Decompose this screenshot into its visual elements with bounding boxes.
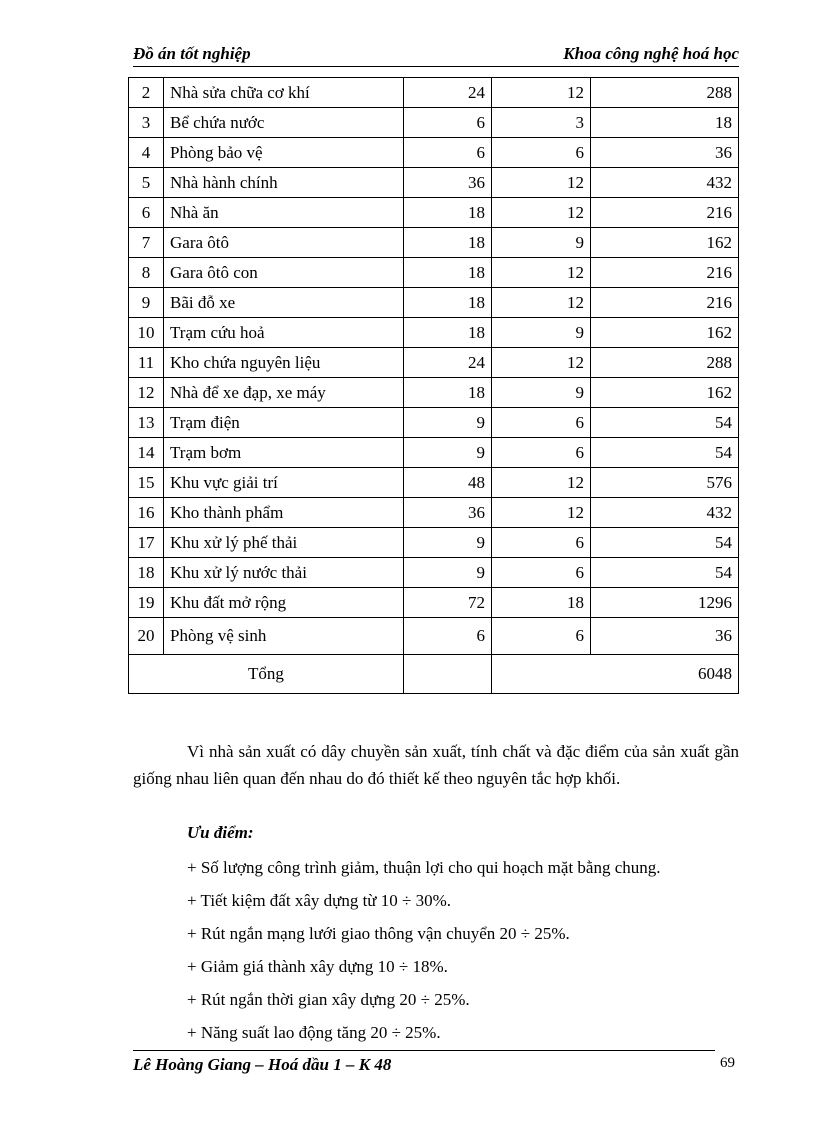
row-number-cell: 12	[129, 378, 164, 408]
row-number-cell: 17	[129, 528, 164, 558]
area-cell: 432	[591, 498, 739, 528]
length-cell: 36	[404, 498, 492, 528]
row-number-cell: 5	[129, 168, 164, 198]
row-number-cell: 13	[129, 408, 164, 438]
table-row	[129, 198, 739, 228]
width-cell: 12	[492, 168, 591, 198]
advantage-item: + Giảm giá thành xây dựng 10 ÷ 18%.	[187, 957, 448, 976]
row-number-cell: 2	[129, 78, 164, 108]
row-number-cell: 4	[129, 138, 164, 168]
area-cell: 54	[591, 438, 739, 468]
table-row	[129, 228, 739, 258]
row-number-cell: 7	[129, 228, 164, 258]
advantages-title: Ưu điểm:	[187, 823, 254, 842]
footer-author: Lê Hoàng Giang – Hoá dầu 1 – K 48	[133, 1055, 392, 1074]
table-row	[129, 318, 739, 348]
area-cell: 216	[591, 198, 739, 228]
width-cell: 18	[492, 588, 591, 618]
width-cell: 12	[492, 498, 591, 528]
length-cell: 18	[404, 288, 492, 318]
area-cell: 54	[591, 408, 739, 438]
building-name-cell: Khu đất mở rộng	[164, 588, 404, 618]
table-row	[129, 138, 739, 168]
width-cell: 9	[492, 378, 591, 408]
building-area-table	[128, 77, 739, 694]
row-number-cell: 18	[129, 558, 164, 588]
advantage-item: + Rút ngắn thời gian xây dựng 20 ÷ 25%.	[187, 990, 470, 1009]
length-cell: 18	[404, 258, 492, 288]
table-row	[129, 588, 739, 618]
area-cell: 18	[591, 108, 739, 138]
advantage-item: + Tiết kiệm đất xây dựng từ 10 ÷ 30%.	[187, 891, 452, 910]
length-cell: 18	[404, 318, 492, 348]
area-cell: 36	[591, 138, 739, 168]
area-cell: 54	[591, 528, 739, 558]
length-cell: 24	[404, 78, 492, 108]
building-name-cell: Khu vực giải trí	[164, 468, 404, 498]
building-name-cell: Phòng bảo vệ	[164, 138, 404, 168]
length-cell: 18	[404, 198, 492, 228]
building-name-cell: Kho chứa nguyên liệu	[164, 348, 404, 378]
table-row	[129, 618, 739, 655]
table-total-row	[129, 655, 739, 694]
length-cell: 9	[404, 558, 492, 588]
width-cell: 12	[492, 198, 591, 228]
length-cell: 18	[404, 228, 492, 258]
header-thesis-title: Đồ án tốt nghiệp	[133, 44, 251, 63]
building-name-cell: Khu xử lý phế thải	[164, 528, 404, 558]
table-row	[129, 78, 739, 108]
building-name-cell: Nhà để xe đạp, xe máy	[164, 378, 404, 408]
length-cell: 9	[404, 528, 492, 558]
table-row	[129, 558, 739, 588]
length-cell: 48	[404, 468, 492, 498]
width-cell: 6	[492, 408, 591, 438]
length-cell: 24	[404, 348, 492, 378]
table-row	[129, 168, 739, 198]
advantage-item: + Rút ngắn mạng lưới giao thông vận chuyển 20 ÷ 25%.	[187, 924, 570, 943]
total-label: Tổng	[129, 655, 404, 694]
row-number-cell: 3	[129, 108, 164, 138]
width-cell: 6	[492, 528, 591, 558]
advantage-item: + Năng suất lao động tăng 20 ÷ 25%.	[187, 1023, 441, 1042]
row-number-cell: 20	[129, 618, 164, 655]
total-empty-cell	[404, 655, 492, 694]
advantage-item: + Số lượng công trình giảm, thuận lợi cho qui hoạch mặt bằng chung.	[187, 858, 661, 877]
table-row	[129, 108, 739, 138]
length-cell: 6	[404, 138, 492, 168]
width-cell: 12	[492, 258, 591, 288]
table-row	[129, 498, 739, 528]
page-header	[133, 44, 739, 67]
area-cell: 576	[591, 468, 739, 498]
body-paragraph: Vì nhà sản xuất có dây chuyền sản xuất, tính chất và đặc điểm của sản xuất gần giống nhau liên quan đến nhau do đó thiết kế theo nguyên tắc hợp khối.	[133, 742, 739, 788]
width-cell: 6	[492, 438, 591, 468]
length-cell: 72	[404, 588, 492, 618]
length-cell: 6	[404, 108, 492, 138]
area-cell: 288	[591, 78, 739, 108]
building-name-cell: Bãi đỗ xe	[164, 288, 404, 318]
building-name-cell: Gara ôtô	[164, 228, 404, 258]
area-cell: 162	[591, 228, 739, 258]
width-cell: 12	[492, 288, 591, 318]
building-name-cell: Nhà sửa chữa cơ khí	[164, 78, 404, 108]
building-name-cell: Gara ôtô con	[164, 258, 404, 288]
area-cell: 432	[591, 168, 739, 198]
table-row	[129, 348, 739, 378]
length-cell: 9	[404, 408, 492, 438]
building-name-cell: Nhà ăn	[164, 198, 404, 228]
header-faculty: Khoa công nghệ hoá học	[563, 44, 739, 63]
row-number-cell: 15	[129, 468, 164, 498]
width-cell: 6	[492, 138, 591, 168]
area-cell: 216	[591, 288, 739, 318]
row-number-cell: 10	[129, 318, 164, 348]
row-number-cell: 8	[129, 258, 164, 288]
length-cell: 36	[404, 168, 492, 198]
table-row	[129, 468, 739, 498]
table-row	[129, 258, 739, 288]
building-name-cell: Phòng vệ sinh	[164, 618, 404, 655]
building-name-cell: Khu xử lý nước thải	[164, 558, 404, 588]
width-cell: 6	[492, 618, 591, 655]
building-name-cell: Bể chứa nước	[164, 108, 404, 138]
length-cell: 9	[404, 438, 492, 468]
width-cell: 12	[492, 348, 591, 378]
area-cell: 288	[591, 348, 739, 378]
width-cell: 9	[492, 318, 591, 348]
building-name-cell: Trạm cứu hoả	[164, 318, 404, 348]
width-cell: 12	[492, 78, 591, 108]
table-row	[129, 438, 739, 468]
total-value: 6048	[492, 655, 739, 694]
area-cell: 1296	[591, 588, 739, 618]
area-cell: 162	[591, 378, 739, 408]
area-cell: 162	[591, 318, 739, 348]
row-number-cell: 11	[129, 348, 164, 378]
table-row	[129, 378, 739, 408]
width-cell: 6	[492, 558, 591, 588]
length-cell: 18	[404, 378, 492, 408]
width-cell: 3	[492, 108, 591, 138]
building-name-cell: Trạm bơm	[164, 438, 404, 468]
length-cell: 6	[404, 618, 492, 655]
area-cell: 216	[591, 258, 739, 288]
row-number-cell: 14	[129, 438, 164, 468]
row-number-cell: 16	[129, 498, 164, 528]
footer-divider	[133, 1050, 715, 1051]
table-row	[129, 288, 739, 318]
table-row	[129, 528, 739, 558]
area-cell: 54	[591, 558, 739, 588]
row-number-cell: 19	[129, 588, 164, 618]
width-cell: 12	[492, 468, 591, 498]
table-row	[129, 408, 739, 438]
area-cell: 36	[591, 618, 739, 655]
row-number-cell: 6	[129, 198, 164, 228]
row-number-cell: 9	[129, 288, 164, 318]
width-cell: 9	[492, 228, 591, 258]
building-name-cell: Kho thành phẩm	[164, 498, 404, 528]
building-name-cell: Trạm điện	[164, 408, 404, 438]
building-name-cell: Nhà hành chính	[164, 168, 404, 198]
page-number: 69	[720, 1055, 735, 1071]
